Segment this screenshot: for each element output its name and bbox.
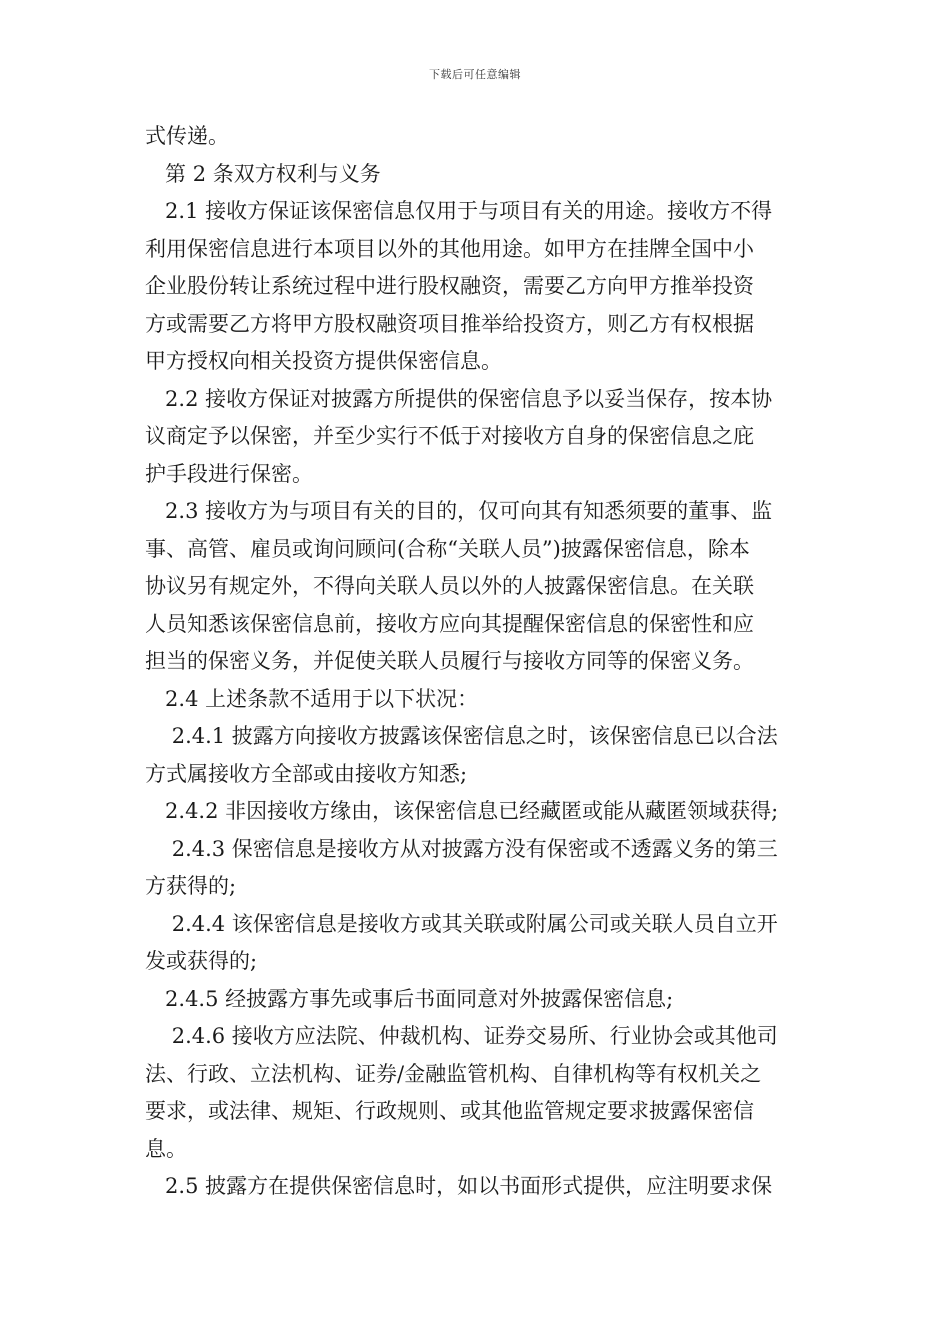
text-line: 2.4.3 保密信息是接收方从对披露方没有保密或不透露义务的第三 bbox=[145, 836, 778, 861]
text-line: 2.1 接收方保证该保密信息仅用于与项目有关的用途。接收方不得 bbox=[145, 199, 773, 223]
text-line: 2.4.5 经披露方事先或事后书面同意对外披露保密信息; bbox=[145, 986, 674, 1011]
text-line: 2.4.4 该保密信息是接收方或其关联或附属公司或关联人员自立开 bbox=[145, 911, 778, 936]
text-line: 协议另有规定外，不得向关联人员以外的人披露保密信息。在关联 bbox=[145, 574, 754, 598]
text-line: 护手段进行保密。 bbox=[145, 461, 313, 486]
text-line: 方或需要乙方将甲方股权融资项目推举给投资方，则乙方有权根据 bbox=[145, 311, 754, 336]
text-line: 发或获得的; bbox=[145, 949, 258, 973]
text-line: 2.4.2 非因接收方缘由，该保密信息已经藏匿或能从藏匿领域获得; bbox=[145, 799, 779, 823]
text-line: 担当的保密义务，并促使关联人员履行与接收方同等的保密义务。 bbox=[145, 649, 754, 673]
text-line: 第 2 条双方权利与义务 bbox=[145, 161, 381, 186]
text-line: 式传递。 bbox=[145, 124, 229, 148]
text-line: 要求，或法律、规矩、行政规则、或其他监管规定要求披露保密信 bbox=[145, 1099, 754, 1123]
text-line: 议商定予以保密，并至少实行不低于对接收方自身的保密信息之庇 bbox=[145, 424, 754, 448]
text-line: 息。 bbox=[145, 1136, 187, 1161]
text-line: 方获得的; bbox=[145, 874, 237, 898]
text-line: 事、高管、雇员或询问顾问(合称“关联人员”)披露保密信息，除本 bbox=[145, 536, 750, 561]
text-line: 甲方授权向相关投资方提供保密信息。 bbox=[145, 349, 502, 373]
text-line: 法、行政、立法机构、证券/金融监管机构、自律机构等有权机关之 bbox=[145, 1061, 762, 1086]
text-line: 2.4 上述条款不适用于以下状况： bbox=[145, 686, 479, 711]
text-line: 人员知悉该保密信息前，接收方应向其提醒保密信息的保密性和应 bbox=[145, 611, 754, 636]
text-line: 2.3 接收方为与项目有关的目的，仅可向其有知悉须要的董事、监 bbox=[145, 499, 773, 523]
text-line: 2.4.6 接收方应法院、仲裁机构、证券交易所、行业协会或其他司 bbox=[145, 1024, 778, 1048]
text-line: 2.2 接收方保证对披露方所提供的保密信息予以妥当保存，按本协 bbox=[145, 386, 773, 411]
document-body bbox=[145, 118, 815, 1206]
text-line: 方式属接收方全部或由接收方知悉; bbox=[145, 761, 468, 786]
page-header: 下载后可任意编辑 bbox=[429, 68, 521, 81]
text-line: 利用保密信息进行本项目以外的其他用途。如甲方在挂牌全国中小 bbox=[145, 236, 754, 261]
text-line: 2.4.1 披露方向接收方披露该保密信息之时，该保密信息已以合法 bbox=[145, 724, 778, 748]
text-line: 企业股份转让系统过程中进行股权融资，需要乙方向甲方推举投资 bbox=[145, 274, 754, 298]
text-line: 2.5 披露方在提供保密信息时，如以书面形式提供，应注明要求保 bbox=[145, 1174, 773, 1198]
